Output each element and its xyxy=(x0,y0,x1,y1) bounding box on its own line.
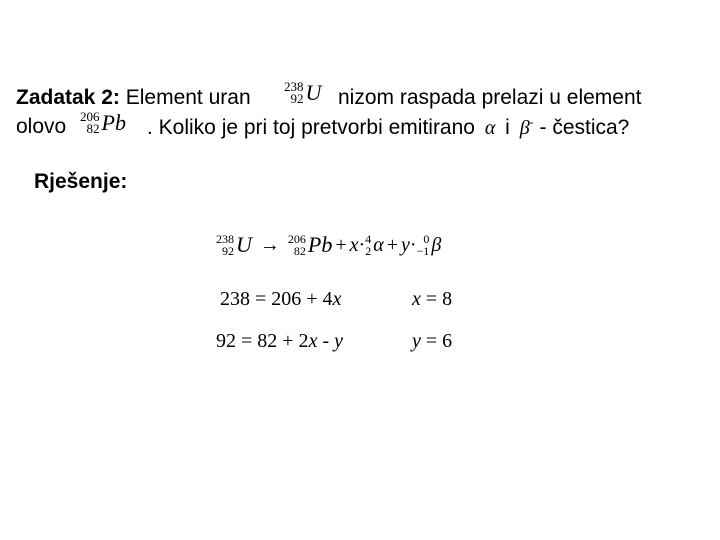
alpha-mass: 4 xyxy=(365,232,372,246)
equation-mass-lhs: 238 = 206 + 4 xyxy=(220,288,333,310)
uranium-nuclide xyxy=(284,80,321,106)
solution-label xyxy=(34,170,127,194)
equation-charge-var: x xyxy=(308,330,318,352)
lead-symbol: Pb xyxy=(101,110,126,135)
beta-mass: 0 xyxy=(423,232,430,246)
equation-charge-lhs: 92 = 82 + 2 xyxy=(216,330,309,352)
result-y xyxy=(412,330,452,353)
equation-charge xyxy=(216,330,343,353)
uranium-atomic: 92 xyxy=(290,91,304,106)
uranium-mass: 238 xyxy=(284,79,304,94)
result-x-var: x xyxy=(412,288,421,310)
reaction-x: x xyxy=(349,233,359,256)
solution-label-text: Rješenje: xyxy=(34,170,128,193)
result-x xyxy=(412,288,452,311)
reaction-beta: β xyxy=(431,233,442,256)
beta-atomic: −1 xyxy=(416,244,430,258)
result-y-value: = 6 xyxy=(425,330,453,352)
task-text-2: nizom raspada prelazi u element xyxy=(338,86,642,109)
decay-reaction: 238 92 U → 206 82 Pb + x · 4 2 α + y · 0 −1 β xyxy=(216,232,442,258)
alpha-symbol: α xyxy=(484,117,496,139)
reaction-uranium: U xyxy=(236,232,252,257)
reaction-dot-2: · xyxy=(409,233,417,256)
reaction-lead: Pb xyxy=(307,232,333,257)
result-x-value: = 8 xyxy=(425,288,453,310)
task-text-4: . Koliko je pri toj pretvorbi emitirano xyxy=(147,116,475,139)
task-label: Zadatak 2: xyxy=(16,86,120,109)
uranium-symbol: U xyxy=(305,80,322,105)
beta-symbol: β xyxy=(519,117,530,139)
task-line-1 xyxy=(16,86,251,110)
reaction-y: y xyxy=(400,233,410,256)
result-y-var: y xyxy=(412,330,421,352)
beta-minus-sign: - xyxy=(529,115,534,129)
task-text-5: - čestica? xyxy=(539,116,630,139)
task-text-1: Element uran xyxy=(125,86,251,109)
equation-mass xyxy=(220,288,341,311)
equation-charge-rest-var: y xyxy=(334,330,344,352)
reaction-plus-1: + xyxy=(335,233,347,256)
reaction-dot-1: · xyxy=(358,233,366,256)
task-text-3: olovo xyxy=(16,115,67,138)
lead-mass: 206 xyxy=(80,109,100,124)
alpha-atomic: 2 xyxy=(365,244,372,258)
lead-atomic: 82 xyxy=(86,121,100,136)
task-and: i xyxy=(505,116,510,139)
equation-mass-var: x xyxy=(332,288,342,310)
reaction-plus-2: + xyxy=(386,233,398,256)
reaction-alpha: α xyxy=(373,233,384,256)
reaction-arrow: → xyxy=(259,233,280,256)
task-line-2-rest xyxy=(147,115,629,140)
lead-nuclide xyxy=(80,110,126,136)
equation-charge-rest: - xyxy=(317,330,335,352)
